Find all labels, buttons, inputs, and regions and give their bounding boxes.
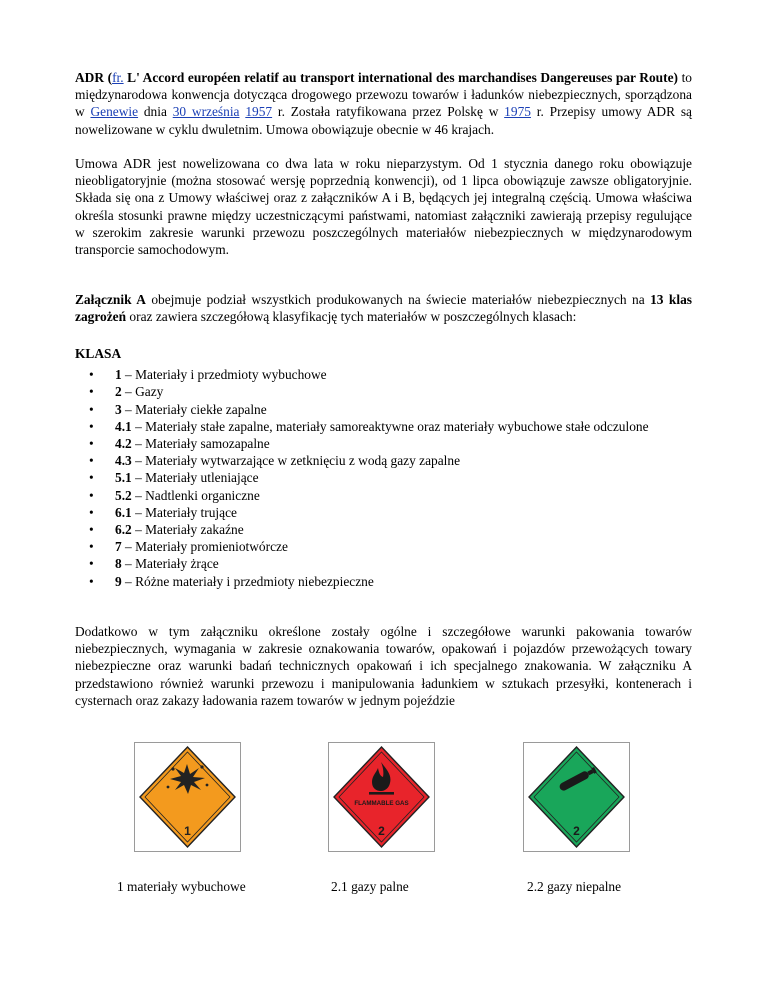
class-number: 4.2 bbox=[115, 436, 132, 452]
annex-text-2: oraz zawiera szczegółową klasyfikację tych materiałów w poszczególnych klasach: bbox=[126, 309, 577, 325]
label-class-number: 1 bbox=[184, 824, 191, 838]
packaging-paragraph bbox=[75, 623, 692, 709]
class-number: 8 bbox=[115, 556, 122, 572]
class-section bbox=[75, 345, 692, 590]
class-description: – Nadtlenki organiczne bbox=[131, 487, 260, 503]
caption-non-flammable-gas: 2.2 gazy niepalne bbox=[527, 879, 622, 894]
class-list-item bbox=[115, 504, 692, 521]
class-description: – Materiały stałe zapalne, materiały samoreaktywne oraz materiały wybuchowe stałe odczulone bbox=[131, 418, 649, 434]
intro-text-5: r. Przepisy umowy ADR są nowelizowane w cyklu dwuletnim. Umowa obowiązuje obecnie w 46 krajach. bbox=[75, 104, 692, 137]
class-description: – Materiały zakaźne bbox=[131, 522, 244, 538]
annex-paragraph bbox=[75, 291, 692, 325]
intro-paragraph bbox=[75, 69, 692, 138]
class-list-item bbox=[115, 469, 692, 486]
annex-text-1: obejmuje podział wszystkich produkowanych na świecie materiałów niebezpiecznych na bbox=[145, 292, 651, 307]
class-description: – Materiały trujące bbox=[131, 504, 237, 520]
date-link[interactable]: 30 września bbox=[172, 104, 240, 120]
klasa-heading: KLASA bbox=[75, 346, 122, 361]
class-number: 5.1 bbox=[115, 470, 132, 486]
adr-title-part2: L' Accord européen relatif au transport international des marchandises Dangereuses par Route) bbox=[123, 70, 678, 85]
class-number: 3 bbox=[115, 401, 122, 417]
class-description: – Materiały ciekłe zapalne bbox=[121, 401, 267, 417]
explosive-hazard-label bbox=[134, 742, 241, 852]
class-description: – Materiały i przedmioty wybuchowe bbox=[121, 367, 327, 383]
non-flammable-gas-hazard-label bbox=[523, 742, 630, 852]
class-list-item bbox=[115, 521, 692, 538]
caption-explosive: 1 materiały wybuchowe bbox=[117, 879, 246, 894]
class-list-item bbox=[115, 435, 692, 452]
intro-text-4: r. Została ratyfikowana przez Polskę w bbox=[272, 104, 505, 120]
year-1975-link[interactable]: 1975 bbox=[504, 104, 531, 120]
class-list bbox=[75, 366, 692, 590]
class-list-item bbox=[115, 573, 692, 590]
packaging-text: Dodatkowo w tym załączniku określone zostały ogólne i szczegółowe warunki pakowania towarów niebezpiecznych, wymagania w zakresie oznakowania towarów, opakowań i pojazdów przewożących towary niebezpieczne oraz warunki badań technicznych opakowań i ich specjalnego znakowania. W załączniku A przedstawiono również warunki przewozu i manipulowania ładunkiem w sztukach przesyłki, kontenerach i cysternach oraz zakazy ładowania razem towarów w jednym pojeździe bbox=[75, 624, 692, 708]
flammable-gas-text: FLAMMABLE GAS bbox=[354, 800, 409, 807]
class-number: 4.1 bbox=[115, 418, 132, 434]
adr-title-part1: ADR ( bbox=[75, 70, 113, 85]
class-description: – Materiały wytwarzające w zetknięciu z wodą gazy zapalne bbox=[131, 453, 461, 469]
hazard-labels-row bbox=[0, 742, 768, 862]
class-list-item bbox=[115, 452, 692, 469]
class-list-item bbox=[115, 538, 692, 555]
class-description: – Gazy bbox=[121, 384, 164, 400]
class-description: – Materiały utleniające bbox=[131, 470, 259, 486]
class-number: 2 bbox=[115, 384, 122, 400]
class-number: 9 bbox=[115, 573, 122, 589]
class-list-item bbox=[115, 418, 692, 435]
class-number: 4.3 bbox=[115, 453, 132, 469]
class-list-item bbox=[115, 555, 692, 572]
class-description: – Materiały promieniotwórcze bbox=[121, 539, 288, 555]
class-list-item bbox=[115, 383, 692, 400]
fr-link[interactable]: fr. bbox=[112, 70, 124, 85]
class-number: 7 bbox=[115, 539, 122, 555]
geneva-link[interactable]: Genewie bbox=[90, 104, 139, 120]
class-number: 5.2 bbox=[115, 487, 132, 503]
class-description: – Materiały żrące bbox=[121, 556, 219, 572]
annex-a-bold: Załącznik A bbox=[75, 292, 146, 307]
intro-text-1: to międzynarodowa konwencja dotycząca drogowego przewozu towarów i ładunków niebezpiecznych, sporządzona w bbox=[75, 70, 692, 120]
revision-text: Umowa ADR jest nowelizowana co dwa lata w roku nieparzystym. Od 1 stycznia danego roku obowiązuje nieobligatoryjnie (można stosować wersję poprzednią konwencji), od 1 lipca obowiązuje zawsze obligatoryjnie. Składa się ona z Umowy właściwej oraz z załączników A i B, będących jej integralną częścią. Umowa właściwa określa stosunki prawne między uczestniczącymi państwami, natomiast załączniki zawierają przepisy regulujące w szerokim zakresie warunki przewozu poszczególnych materiałów niebezpiecznych w międzynarodowym transporcie samochodowym. bbox=[75, 156, 692, 258]
class-description: – Różne materiały i przedmioty niebezpieczne bbox=[121, 573, 374, 589]
label-class-number: 2 bbox=[573, 824, 580, 838]
intro-text-2: dnia bbox=[138, 104, 173, 120]
year-1957-link[interactable]: 1957 bbox=[245, 104, 273, 120]
class-number: 6.1 bbox=[115, 504, 132, 520]
class-list-item bbox=[115, 366, 692, 383]
hazard-classes-bold: 13 klas zagrożeń bbox=[75, 292, 692, 325]
label-class-number: 2 bbox=[378, 824, 385, 838]
revision-paragraph bbox=[75, 155, 692, 258]
caption-flammable-gas: 2.1 gazy palne bbox=[331, 879, 409, 894]
class-description: – Materiały samozapalne bbox=[131, 436, 270, 452]
class-number: 6.2 bbox=[115, 522, 132, 538]
class-list-item bbox=[115, 487, 692, 504]
class-list-item bbox=[115, 401, 692, 418]
flammable-gas-hazard-label bbox=[328, 742, 435, 852]
class-number: 1 bbox=[115, 367, 122, 383]
